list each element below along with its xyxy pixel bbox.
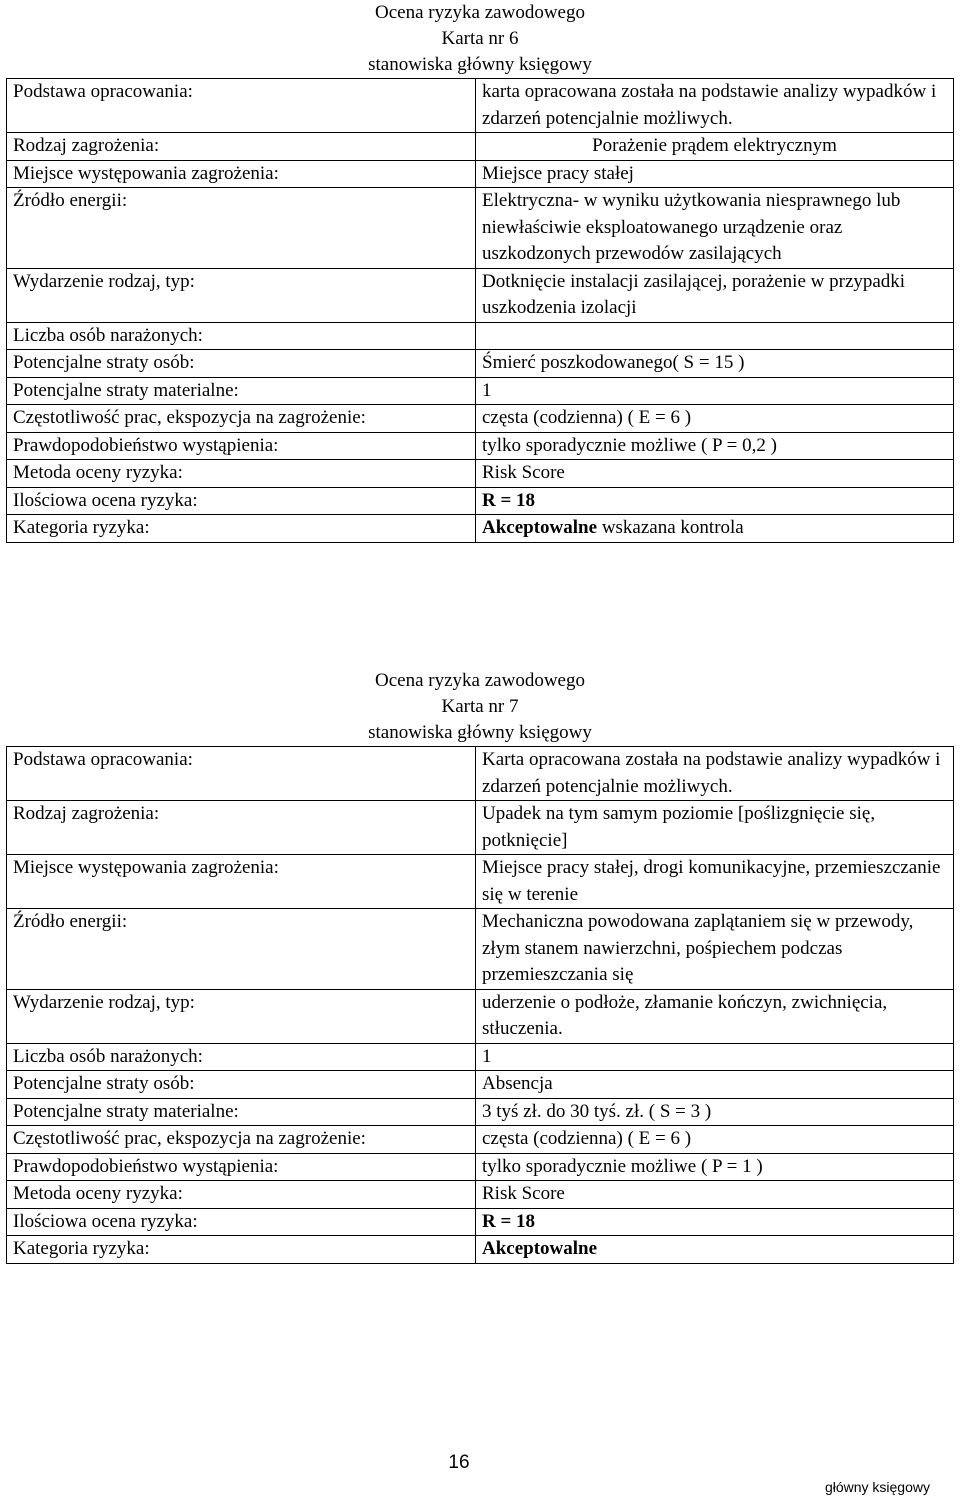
row-label: Prawdopodobieństwo wystąpienia:: [7, 432, 476, 460]
card-7-table: [6, 746, 954, 1264]
risk-card-6: [6, 0, 954, 543]
table-row: [7, 1098, 954, 1126]
risk-category-value: Akceptowalne: [482, 517, 598, 538]
row-value: Akceptowalne: [476, 1236, 954, 1264]
row-label: Ilościowa ocena ryzyka:: [7, 1208, 476, 1236]
row-value: Śmierć poszkodowanego( S = 15 ): [476, 350, 954, 378]
page-number: 16: [448, 1452, 470, 1473]
card-7-number: Karta nr 7: [441, 696, 519, 717]
row-value: tylko sporadycznie możliwe ( P = 0,2 ): [476, 432, 954, 460]
row-value: 1: [476, 377, 954, 405]
table-row: [7, 855, 954, 909]
table-row: [7, 909, 954, 990]
card-6-table: [6, 78, 954, 543]
table-row: [7, 79, 954, 133]
table-row: [7, 515, 954, 543]
table-row: [7, 405, 954, 433]
table-row: [7, 160, 954, 188]
table-row: [7, 989, 954, 1043]
table-row: [7, 747, 954, 801]
card-7-position: stanowiska główny księgowy: [368, 722, 592, 743]
row-label: Częstotliwość prac, ekspozycja na zagrożenie:: [7, 405, 476, 433]
table-row: [7, 133, 954, 161]
row-value: [476, 322, 954, 350]
row-value: Karta opracowana została na podstawie analizy wypadków i zdarzeń potencjalnie możliwych.: [476, 747, 954, 801]
table-row: [7, 350, 954, 378]
row-value: 1: [476, 1043, 954, 1071]
row-value: Miejsce pracy stałej: [476, 160, 954, 188]
table-row: [7, 268, 954, 322]
row-label: Częstotliwość prac, ekspozycja na zagrożenie:: [7, 1126, 476, 1154]
row-label: Miejsce występowania zagrożenia:: [7, 855, 476, 909]
row-value: 3 tyś zł. do 30 tyś. zł. ( S = 3 ): [476, 1098, 954, 1126]
table-row: [7, 1153, 954, 1181]
row-label: Potencjalne straty osób:: [7, 350, 476, 378]
table-row: [7, 1181, 954, 1209]
card-7-title: Ocena ryzyka zawodowego: [375, 670, 585, 691]
table-row: [7, 801, 954, 855]
table-row: [7, 322, 954, 350]
table-row: [7, 1236, 954, 1264]
card-6-title: Ocena ryzyka zawodowego: [375, 2, 585, 23]
row-label: Potencjalne straty materialne:: [7, 1098, 476, 1126]
row-label: Rodzaj zagrożenia:: [7, 801, 476, 855]
table-row: [7, 432, 954, 460]
row-value: częsta (codzienna) ( E = 6 ): [476, 405, 954, 433]
risk-category-note: wskazana kontrola: [597, 517, 744, 538]
table-row: [7, 1071, 954, 1099]
row-label: Liczba osób narażonych:: [7, 1043, 476, 1071]
table-row: [7, 1043, 954, 1071]
table-row: [7, 377, 954, 405]
row-label: Ilościowa ocena ryzyka:: [7, 487, 476, 515]
row-label: Wydarzenie rodzaj, typ:: [7, 989, 476, 1043]
row-label: Prawdopodobieństwo wystąpienia:: [7, 1153, 476, 1181]
row-value: Miejsce pracy stałej, drogi komunikacyjne, przemieszczanie się w terenie: [476, 855, 954, 909]
row-label: Potencjalne straty materialne:: [7, 377, 476, 405]
card-6-position: stanowiska główny księgowy: [368, 54, 592, 75]
row-label: Metoda oceny ryzyka:: [7, 460, 476, 488]
table-row: [7, 487, 954, 515]
table-row: [7, 188, 954, 269]
row-value: częsta (codzienna) ( E = 6 ): [476, 1126, 954, 1154]
row-label: Podstawa opracowania:: [7, 747, 476, 801]
row-value: Mechaniczna powodowana zaplątaniem się w przewody, złym stanem nawierzchni, pośpiechem podczas przemieszczania się: [476, 909, 954, 990]
row-value: R = 18: [476, 1208, 954, 1236]
row-label: Metoda oceny ryzyka:: [7, 1181, 476, 1209]
card-7-header: [6, 668, 954, 746]
row-value: karta opracowana została na podstawie analizy wypadków i zdarzeń potencjalnie możliwych.: [476, 79, 954, 133]
row-value: [476, 515, 954, 543]
footer-role: główny księgowy: [824, 1479, 930, 1495]
row-label: Kategoria ryzyka:: [7, 1236, 476, 1264]
table-row: [7, 1126, 954, 1154]
row-value: Dotknięcie instalacji zasilającej, porażenie w przypadki uszkodzenia izolacji: [476, 268, 954, 322]
row-label: Wydarzenie rodzaj, typ:: [7, 268, 476, 322]
row-value: Elektryczna- w wyniku użytkowania niesprawnego lub niewłaściwie eksploatowanego urządzenie oraz uszkodzonych przewodów zasilających: [476, 188, 954, 269]
row-label: Miejsce występowania zagrożenia:: [7, 160, 476, 188]
card-6-header: [6, 0, 954, 78]
row-label: Podstawa opracowania:: [7, 79, 476, 133]
row-value: Porażenie prądem elektrycznym: [476, 133, 954, 161]
row-label: Kategoria ryzyka:: [7, 515, 476, 543]
row-value: Upadek na tym samym poziomie [poślizgnięcie się, potknięcie]: [476, 801, 954, 855]
row-label: Potencjalne straty osób:: [7, 1071, 476, 1099]
row-label: Rodzaj zagrożenia:: [7, 133, 476, 161]
table-row: [7, 1208, 954, 1236]
row-label: Źródło energii:: [7, 909, 476, 990]
row-label: Liczba osób narażonych:: [7, 322, 476, 350]
table-row: [7, 460, 954, 488]
card-6-number: Karta nr 6: [441, 28, 519, 49]
row-value: R = 18: [476, 487, 954, 515]
risk-card-7: [6, 668, 954, 1264]
row-value: Absencja: [476, 1071, 954, 1099]
row-value: Risk Score: [476, 460, 954, 488]
row-value: uderzenie o podłoże, złamanie kończyn, zwichnięcia, stłuczenia.: [476, 989, 954, 1043]
row-value: Risk Score: [476, 1181, 954, 1209]
row-value: tylko sporadycznie możliwe ( P = 1 ): [476, 1153, 954, 1181]
row-label: Źródło energii:: [7, 188, 476, 269]
